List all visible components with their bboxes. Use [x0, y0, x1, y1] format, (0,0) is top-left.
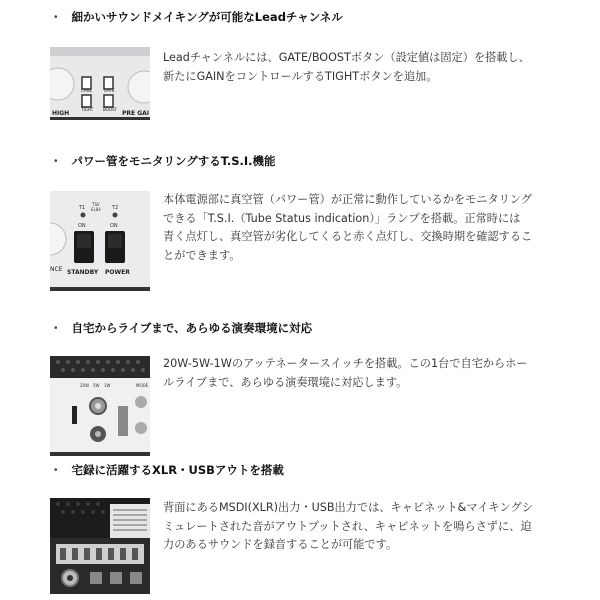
paragraph-line: 本体電源部に真空管（パワー管）が正常に動作しているかをモニタリング: [163, 193, 532, 206]
paragraph-line: できる「T.S.I.（Tube Status indication）」ランプを搭載。正常時には: [163, 211, 521, 225]
photo-label: 1W: [104, 383, 111, 388]
photo-label: TSI/: [92, 202, 100, 207]
photo-label: 20W: [80, 383, 90, 388]
rear-panel-photo: [50, 498, 150, 594]
paragraph-line: ルライブまで、あらゆる演奏環境に対応します。: [163, 375, 408, 389]
photo-label: PRE GAI: [122, 110, 150, 117]
photo-label: POWER: [105, 269, 130, 276]
paragraph-line: 20W-5W-1Wのアッテネータースイッチを搭載。この1台で自宅からホー: [163, 357, 528, 370]
bullet-icon: ・: [50, 154, 62, 168]
bullet-icon: ・: [50, 463, 62, 477]
heading-text: 自宅からライブまで、あらゆる演奏環境に対応: [71, 321, 313, 335]
attenuator-photo: [50, 356, 150, 456]
photo-label: ON: [110, 223, 118, 229]
photo-label: ON: [78, 223, 86, 229]
paragraph-line: 力のあるサウンドを録音することが可能です。: [163, 538, 398, 551]
photo-label: 5W: [93, 383, 100, 388]
photo-label: BOOST: [103, 107, 117, 112]
photo-label: HIGH: [52, 110, 70, 117]
section-4-paragraph: [163, 499, 583, 555]
paragraph-line: とができます。: [163, 248, 241, 262]
section-3-heading: [50, 320, 312, 336]
paragraph-line: Leadチャンネルには、GATE/BOOSTボタン（設定値は固定）を搭載し、: [163, 51, 530, 64]
section-2-heading: [50, 153, 276, 169]
bullet-icon: ・: [50, 321, 62, 335]
section-2-paragraph: [163, 191, 583, 265]
tsi-photo: [50, 191, 150, 291]
section-4-heading: [50, 462, 284, 478]
paragraph-line: 青く点灯し、真空管が劣化してくると赤く点灯し、交換時期を確認するこ: [163, 230, 533, 243]
heading-text: 宅録に活躍するXLR・USBアウトを搭載: [71, 463, 284, 477]
photo-label: EL84: [91, 207, 101, 212]
photo-label: TIGHT: [81, 107, 94, 112]
paragraph-line: 新たにGAINをコントロールするTIGHTボタンを追加。: [163, 69, 438, 83]
section-1-paragraph: [163, 49, 583, 86]
photo-label: NCE: [50, 266, 63, 273]
bullet-icon: ・: [50, 10, 62, 24]
paragraph-line: ミュレートされた音がアウトプットされ、キャビネットを鳴らさずに、迫: [163, 519, 532, 533]
lead-channel-photo: [50, 47, 150, 120]
photo-label: MODE: [136, 383, 149, 388]
paragraph-line: 背面にあるMSDI(XLR)出力・USB出力では、キャビネット&マイキングシ: [163, 501, 533, 514]
section-3-paragraph: [163, 355, 583, 392]
photo-label: T2: [112, 205, 119, 211]
section-1-heading: [50, 9, 343, 25]
heading-text: 細かいサウンドメイキングが可能なLeadチャンネル: [71, 10, 343, 24]
photo-label: T1: [79, 205, 86, 211]
heading-text: パワー管をモニタリングするT.S.I.機能: [71, 154, 276, 168]
photo-label: GATE: [104, 88, 115, 93]
photo-label: STANDBY: [67, 269, 99, 276]
photo-label: CHNL: [81, 88, 93, 93]
